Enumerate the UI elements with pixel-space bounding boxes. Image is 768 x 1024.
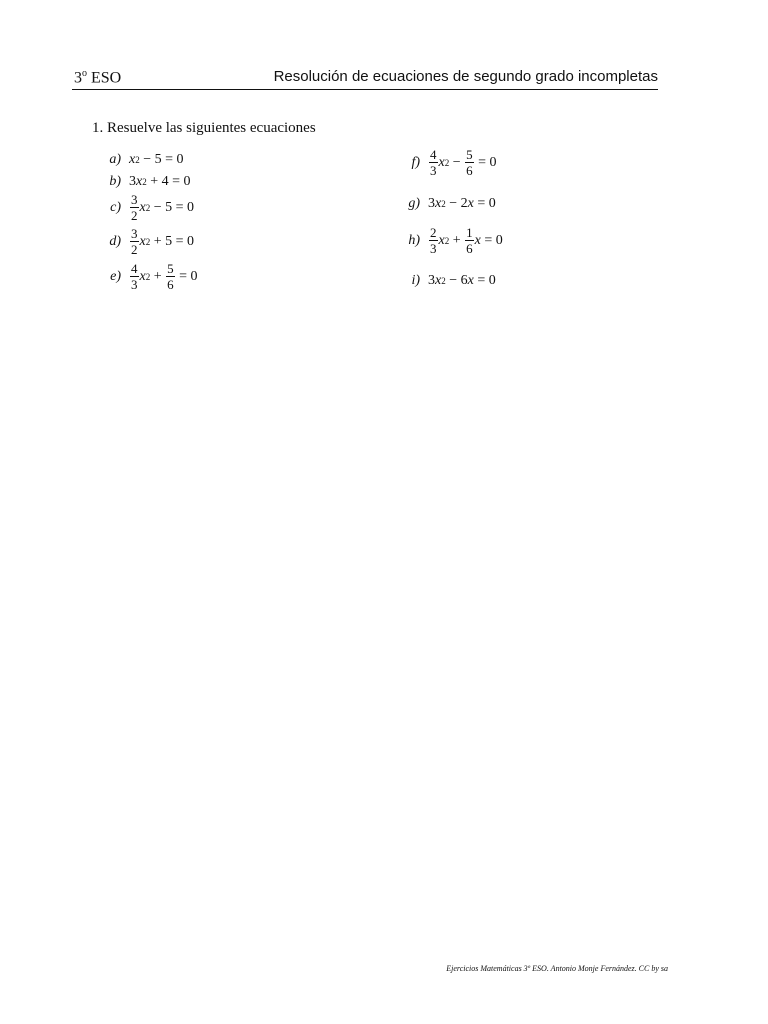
exercise-i bbox=[402, 273, 496, 289]
exercise-a bbox=[103, 152, 184, 168]
footer-credit: Ejercicios Matemáticas 3º ESO. Antonio Monje Fernández. CC by sa bbox=[446, 964, 668, 973]
equation: $\frac{4}{3}$ x 2 − $\frac{5}{6}$ = 0 bbox=[430, 147, 497, 178]
exercise-label: b) bbox=[109, 174, 121, 189]
exercise-f bbox=[402, 148, 497, 177]
equation: x 2 − 5 = 0 bbox=[129, 152, 184, 167]
equation: 3 x 2 + 4 = 0 bbox=[129, 174, 191, 189]
exercise-d bbox=[103, 227, 194, 256]
header-course: 3$^o$ ESO bbox=[74, 68, 122, 87]
exercise-b bbox=[103, 174, 191, 190]
equation: $\frac{3}{2}$ x 2 + 5 = 0 bbox=[131, 226, 195, 257]
exercise-c bbox=[103, 193, 194, 222]
exercise-label: g) bbox=[408, 196, 420, 211]
exercise-label: e) bbox=[110, 268, 121, 284]
equation: $\frac{3}{2}$ x 2 − 5 = 0 bbox=[131, 192, 195, 223]
equation: $\frac{2}{3}$ x 2 + $\frac{1}{6}$ x = 0 bbox=[430, 225, 503, 256]
problem-number: 1. bbox=[92, 120, 104, 136]
exercise-label: f) bbox=[411, 154, 420, 170]
exercise-g bbox=[402, 196, 496, 212]
exercise-label: i) bbox=[411, 273, 420, 288]
equation: 3 x 2 − 6 x = 0 bbox=[428, 273, 496, 288]
header-rule bbox=[72, 89, 658, 90]
exercise-label: h) bbox=[408, 232, 420, 248]
problem-statement bbox=[92, 120, 316, 137]
equation: $\frac{4}{3}$ x 2 + $\frac{5}{6}$ = 0 bbox=[131, 261, 198, 292]
exercise-e bbox=[103, 262, 198, 291]
exercise-label: c) bbox=[110, 199, 121, 215]
equation: 3 x 2 − 2 x = 0 bbox=[428, 196, 496, 211]
header-title: Resolución de ecuaciones de segundo grado incompletas bbox=[273, 68, 658, 85]
exercise-label: a) bbox=[109, 152, 121, 167]
exercise-h bbox=[402, 226, 503, 255]
exercise-label: d) bbox=[109, 233, 121, 249]
problem-text: Resuelve las siguientes ecuaciones bbox=[107, 120, 316, 136]
